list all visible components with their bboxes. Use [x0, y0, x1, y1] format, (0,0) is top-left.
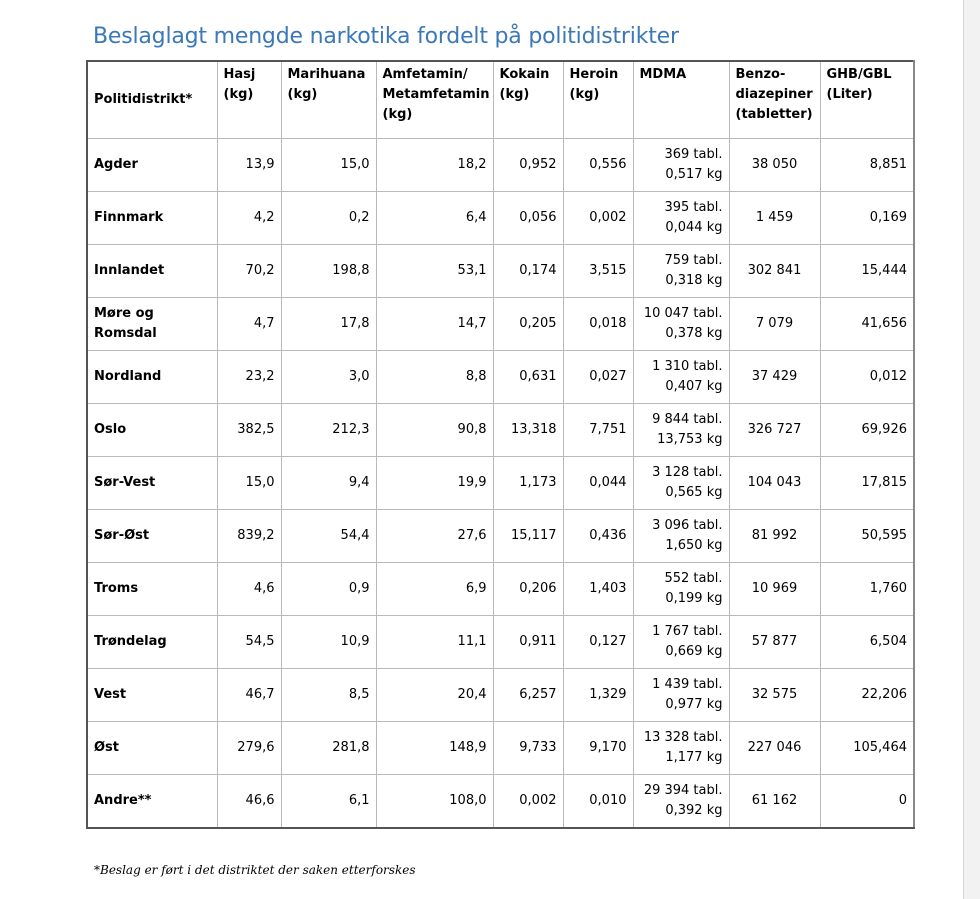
cell-ghb: 22,206 — [820, 669, 914, 722]
cell-marihuana: 6,1 — [281, 775, 376, 829]
cell-district — [87, 245, 217, 298]
cell-ghb: 50,595 — [820, 510, 914, 563]
cell-hasj: 70,2 — [217, 245, 281, 298]
cell-mdma — [633, 192, 729, 245]
cell-benzo: 227 046 — [729, 722, 820, 775]
cell-heroin: 0,010 — [563, 775, 633, 829]
cell-ghb: 105,464 — [820, 722, 914, 775]
mdma-kg: 0,977 kg — [665, 697, 723, 712]
cell-amfetamin: 19,9 — [376, 457, 493, 510]
mdma-tablets: 9 844 tabl. — [652, 412, 723, 427]
cell-mdma — [633, 775, 729, 829]
cell-district — [87, 563, 217, 616]
mdma-tablets: 1 439 tabl. — [652, 677, 723, 692]
cell-mdma — [633, 616, 729, 669]
header-kokain-unit: (kg) — [499, 87, 530, 102]
table-row — [87, 192, 914, 245]
cell-district — [87, 192, 217, 245]
district-name-line: Romsdal — [94, 326, 157, 341]
cell-district — [87, 298, 217, 351]
cell-district — [87, 669, 217, 722]
cell-heroin: 0,127 — [563, 616, 633, 669]
cell-marihuana: 10,9 — [281, 616, 376, 669]
cell-heroin: 0,556 — [563, 139, 633, 192]
cell-heroin: 0,018 — [563, 298, 633, 351]
cell-ghb: 17,815 — [820, 457, 914, 510]
header-ghb — [820, 61, 914, 139]
district-name-line: Agder — [94, 157, 138, 172]
district-name-line: Nordland — [94, 369, 162, 384]
cell-kokain: 0,205 — [493, 298, 563, 351]
table-row — [87, 563, 914, 616]
table-row — [87, 298, 914, 351]
cell-marihuana: 212,3 — [281, 404, 376, 457]
cell-benzo: 57 877 — [729, 616, 820, 669]
header-ghb-unit: (Liter) — [826, 87, 873, 102]
cell-district — [87, 351, 217, 404]
cell-district — [87, 775, 217, 829]
cell-kokain: 9,733 — [493, 722, 563, 775]
table-header-row — [87, 61, 914, 139]
cell-heroin: 9,170 — [563, 722, 633, 775]
cell-heroin: 0,436 — [563, 510, 633, 563]
cell-amfetamin: 6,9 — [376, 563, 493, 616]
footnote: *Beslag er ført i det distriktet der saken etterforskes — [94, 863, 416, 877]
mdma-kg: 0,199 kg — [665, 591, 723, 606]
cell-hasj: 13,9 — [217, 139, 281, 192]
cell-benzo: 81 992 — [729, 510, 820, 563]
mdma-tablets: 759 tabl. — [664, 253, 723, 268]
table-row — [87, 775, 914, 829]
cell-amfetamin: 18,2 — [376, 139, 493, 192]
mdma-tablets: 552 tabl. — [664, 571, 723, 586]
seizure-table — [86, 60, 915, 829]
table-row — [87, 722, 914, 775]
cell-hasj: 46,6 — [217, 775, 281, 829]
mdma-tablets: 3 128 tabl. — [652, 465, 723, 480]
cell-amfetamin: 14,7 — [376, 298, 493, 351]
cell-amfetamin: 27,6 — [376, 510, 493, 563]
cell-mdma — [633, 245, 729, 298]
cell-mdma — [633, 510, 729, 563]
header-kokain — [493, 61, 563, 139]
cell-benzo: 326 727 — [729, 404, 820, 457]
cell-amfetamin: 6,4 — [376, 192, 493, 245]
cell-ghb: 1,760 — [820, 563, 914, 616]
cell-marihuana: 0,2 — [281, 192, 376, 245]
header-mdma-line: MDMA — [639, 67, 687, 82]
table-row — [87, 510, 914, 563]
cell-ghb: 6,504 — [820, 616, 914, 669]
table-row — [87, 404, 914, 457]
table-row — [87, 245, 914, 298]
header-benzo-unit: (tabletter) — [735, 107, 813, 122]
cell-marihuana: 54,4 — [281, 510, 376, 563]
cell-heroin: 1,329 — [563, 669, 633, 722]
district-name-line: Innlandet — [94, 263, 165, 278]
header-marihuana-line: Marihuana — [287, 67, 366, 82]
table-row — [87, 669, 914, 722]
district-name-line: Trøndelag — [94, 634, 167, 649]
district-name-line: Sør-Øst — [94, 528, 150, 543]
cell-ghb: 15,444 — [820, 245, 914, 298]
header-kokain-line: Kokain — [499, 67, 550, 82]
cell-heroin: 0,044 — [563, 457, 633, 510]
cell-benzo: 302 841 — [729, 245, 820, 298]
cell-heroin: 7,751 — [563, 404, 633, 457]
table-row — [87, 616, 914, 669]
mdma-tablets: 29 394 tabl. — [643, 783, 723, 798]
cell-hasj: 15,0 — [217, 457, 281, 510]
mdma-kg: 1,650 kg — [665, 538, 723, 553]
mdma-kg: 13,753 kg — [657, 432, 723, 447]
header-benzo-line1: Benzo- — [735, 67, 786, 82]
page-title: Beslaglagt mengde narkotika fordelt på politidistrikter — [93, 24, 679, 49]
cell-marihuana: 198,8 — [281, 245, 376, 298]
cell-ghb: 0 — [820, 775, 914, 829]
cell-amfetamin: 90,8 — [376, 404, 493, 457]
mdma-kg: 0,318 kg — [665, 273, 723, 288]
cell-benzo: 38 050 — [729, 139, 820, 192]
cell-heroin: 1,403 — [563, 563, 633, 616]
cell-amfetamin: 8,8 — [376, 351, 493, 404]
cell-marihuana: 3,0 — [281, 351, 376, 404]
cell-benzo: 61 162 — [729, 775, 820, 829]
cell-hasj: 4,2 — [217, 192, 281, 245]
mdma-tablets: 395 tabl. — [664, 200, 723, 215]
cell-district — [87, 404, 217, 457]
district-name-line: Møre og — [94, 306, 154, 321]
mdma-tablets: 1 767 tabl. — [652, 624, 723, 639]
cell-kokain: 0,631 — [493, 351, 563, 404]
district-name-line: Vest — [94, 687, 127, 702]
cell-mdma — [633, 722, 729, 775]
cell-mdma — [633, 139, 729, 192]
cell-heroin: 3,515 — [563, 245, 633, 298]
cell-marihuana: 8,5 — [281, 669, 376, 722]
table-row — [87, 351, 914, 404]
page-edge — [963, 0, 980, 899]
mdma-kg: 1,177 kg — [665, 750, 723, 765]
cell-ghb: 0,012 — [820, 351, 914, 404]
cell-amfetamin: 20,4 — [376, 669, 493, 722]
cell-mdma — [633, 404, 729, 457]
cell-kokain: 0,206 — [493, 563, 563, 616]
cell-kokain: 0,174 — [493, 245, 563, 298]
header-hasj-line: Hasj — [223, 67, 256, 82]
cell-hasj: 46,7 — [217, 669, 281, 722]
cell-mdma — [633, 563, 729, 616]
cell-kokain: 0,952 — [493, 139, 563, 192]
district-name-line: Oslo — [94, 422, 127, 437]
cell-kokain: 0,056 — [493, 192, 563, 245]
table-row — [87, 457, 914, 510]
mdma-tablets: 1 310 tabl. — [652, 359, 723, 374]
mdma-kg: 0,378 kg — [665, 326, 723, 341]
cell-mdma — [633, 351, 729, 404]
cell-marihuana: 15,0 — [281, 139, 376, 192]
table-body — [87, 139, 914, 829]
district-name-line: Troms — [94, 581, 139, 596]
header-amfetamin-line1: Amfetamin/ — [382, 67, 468, 82]
cell-benzo: 10 969 — [729, 563, 820, 616]
header-district: Politidistrikt* — [87, 61, 217, 139]
cell-hasj: 382,5 — [217, 404, 281, 457]
header-benzo-line2: diazepiner — [735, 87, 813, 102]
table-row — [87, 139, 914, 192]
cell-kokain: 15,117 — [493, 510, 563, 563]
cell-hasj: 279,6 — [217, 722, 281, 775]
cell-mdma — [633, 669, 729, 722]
cell-hasj: 839,2 — [217, 510, 281, 563]
cell-benzo: 7 079 — [729, 298, 820, 351]
header-heroin-line: Heroin — [569, 67, 619, 82]
header-marihuana — [281, 61, 376, 139]
cell-kokain: 1,173 — [493, 457, 563, 510]
header-heroin-unit: (kg) — [569, 87, 600, 102]
header-mdma — [633, 61, 729, 139]
district-name-line: Finnmark — [94, 210, 164, 225]
cell-hasj: 23,2 — [217, 351, 281, 404]
cell-kokain: 0,911 — [493, 616, 563, 669]
header-marihuana-unit: (kg) — [287, 87, 318, 102]
district-name-line: Øst — [94, 740, 120, 755]
cell-marihuana: 0,9 — [281, 563, 376, 616]
mdma-kg: 0,669 kg — [665, 644, 723, 659]
cell-hasj: 54,5 — [217, 616, 281, 669]
cell-kokain: 0,002 — [493, 775, 563, 829]
header-amfetamin-unit: (kg) — [382, 107, 413, 122]
cell-heroin: 0,002 — [563, 192, 633, 245]
cell-hasj: 4,6 — [217, 563, 281, 616]
cell-amfetamin: 53,1 — [376, 245, 493, 298]
cell-district — [87, 510, 217, 563]
cell-heroin: 0,027 — [563, 351, 633, 404]
header-ghb-line: GHB/GBL — [826, 67, 892, 82]
mdma-tablets: 369 tabl. — [664, 147, 723, 162]
cell-benzo: 104 043 — [729, 457, 820, 510]
cell-ghb: 0,169 — [820, 192, 914, 245]
district-name-line: Sør-Vest — [94, 475, 156, 490]
cell-benzo: 32 575 — [729, 669, 820, 722]
cell-marihuana: 9,4 — [281, 457, 376, 510]
mdma-kg: 0,565 kg — [665, 485, 723, 500]
cell-marihuana: 281,8 — [281, 722, 376, 775]
mdma-kg: 0,407 kg — [665, 379, 723, 394]
cell-district — [87, 457, 217, 510]
cell-mdma — [633, 298, 729, 351]
header-heroin — [563, 61, 633, 139]
cell-district — [87, 616, 217, 669]
mdma-kg: 0,392 kg — [665, 803, 723, 818]
header-amfetamin-line2: Metamfetamin — [382, 87, 490, 102]
cell-benzo: 1 459 — [729, 192, 820, 245]
cell-benzo: 37 429 — [729, 351, 820, 404]
cell-amfetamin: 108,0 — [376, 775, 493, 829]
district-name-line: Andre** — [94, 793, 152, 808]
cell-ghb: 41,656 — [820, 298, 914, 351]
header-hasj-unit: (kg) — [223, 87, 254, 102]
mdma-tablets: 13 328 tabl. — [643, 730, 723, 745]
header-amfetamin — [376, 61, 493, 139]
mdma-kg: 0,044 kg — [665, 220, 723, 235]
cell-kokain: 13,318 — [493, 404, 563, 457]
cell-hasj: 4,7 — [217, 298, 281, 351]
header-benzo — [729, 61, 820, 139]
header-hasj — [217, 61, 281, 139]
cell-ghb: 69,926 — [820, 404, 914, 457]
mdma-tablets: 3 096 tabl. — [652, 518, 723, 533]
cell-district — [87, 722, 217, 775]
cell-mdma — [633, 457, 729, 510]
mdma-tablets: 10 047 tabl. — [643, 306, 723, 321]
cell-amfetamin: 148,9 — [376, 722, 493, 775]
cell-district — [87, 139, 217, 192]
mdma-kg: 0,517 kg — [665, 167, 723, 182]
cell-marihuana: 17,8 — [281, 298, 376, 351]
cell-ghb: 8,851 — [820, 139, 914, 192]
cell-amfetamin: 11,1 — [376, 616, 493, 669]
cell-kokain: 6,257 — [493, 669, 563, 722]
